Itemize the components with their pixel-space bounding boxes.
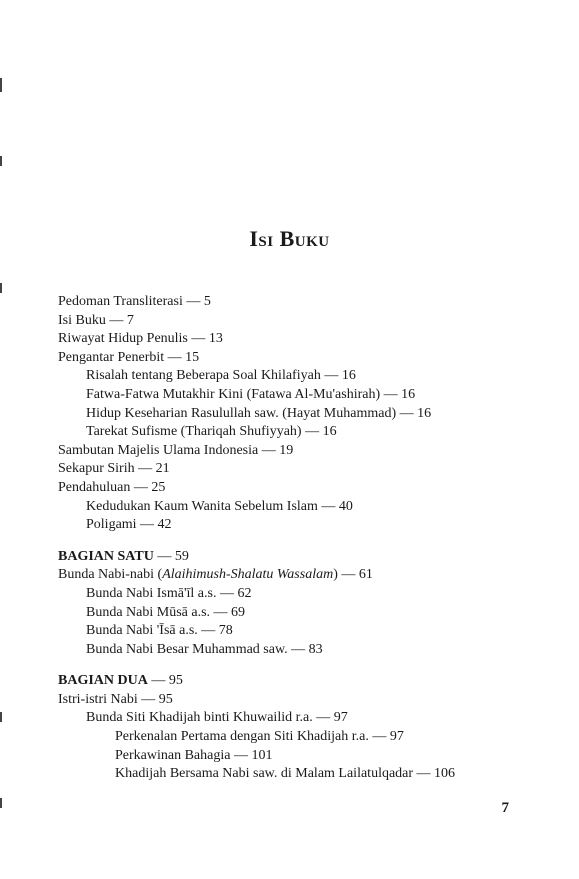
- toc-subentry[interactable]: Fatwa-Fatwa Mutakhir Kini (Fatawa Al-Mu'ashirah) — 16: [86, 386, 416, 402]
- toc-entry[interactable]: Isi Buku — 7: [58, 312, 134, 328]
- scan-edge-mark: [0, 156, 2, 166]
- toc-subentry[interactable]: Bunda Nabi Besar Muhammad saw. — 83: [86, 641, 323, 657]
- part-one-page: 59: [174, 548, 189, 564]
- part-one-heading[interactable]: [58, 548, 538, 567]
- toc-subsubentry[interactable]: Perkawinan Bahagia — 101: [115, 747, 273, 763]
- scan-edge-mark: [0, 798, 2, 808]
- toc-entry-italic: Alaihimush-Shalatu Wassalam: [162, 567, 334, 583]
- toc-subentry[interactable]: Bunda Nabi 'Īsā a.s. — 78: [86, 623, 233, 639]
- toc-subentry[interactable]: Poligami — 42: [86, 517, 172, 533]
- scan-edge-mark: [0, 712, 2, 722]
- table-of-contents: [58, 293, 538, 784]
- page-title: Isi Buku: [249, 226, 330, 251]
- toc-entry[interactable]: Sambutan Majelis Ulama Indonesia — 19: [58, 442, 294, 458]
- toc-subsubentry[interactable]: Perkenalan Pertama dengan Siti Khadijah r.a. — 97: [115, 729, 404, 745]
- toc-entry-page: ) — 61: [333, 567, 373, 583]
- toc-entry[interactable]: Sekapur Sirih — 21: [58, 461, 170, 477]
- part-two-heading[interactable]: [58, 672, 538, 691]
- toc-subentry[interactable]: Kedudukan Kaum Wanita Sebelum Islam — 40: [86, 498, 353, 514]
- toc-entry-text: Bunda Nabi-nabi (: [58, 567, 163, 583]
- part-one-separator: —: [153, 548, 175, 564]
- part-two-title: BAGIAN DUA: [58, 673, 148, 689]
- toc-subentry[interactable]: Bunda Nabi Ismā'īl a.s. — 62: [86, 585, 252, 601]
- toc-subentry[interactable]: Hidup Keseharian Rasulullah saw. (Hayat Muhammad) — 16: [86, 405, 432, 421]
- toc-entry[interactable]: Pedoman Transliterasi — 5: [58, 294, 211, 309]
- toc-subsubentry[interactable]: Khadijah Bersama Nabi saw. di Malam Lailatulqadar — 106: [115, 766, 456, 782]
- toc-subentry[interactable]: Risalah tentang Beberapa Soal Khilafiyah — 16: [86, 368, 356, 384]
- page-number: 7: [501, 800, 509, 816]
- scan-edge-mark: [0, 283, 2, 293]
- toc-entry[interactable]: Pengantar Penerbit — 15: [58, 349, 200, 365]
- toc-subentry[interactable]: Bunda Siti Khadijah binti Khuwailid r.a. — 97: [86, 710, 348, 726]
- scan-edge-mark: [0, 78, 2, 92]
- part-one-title: BAGIAN SATU: [58, 548, 154, 564]
- toc-subentry[interactable]: Bunda Nabi Mūsā a.s. — 69: [86, 604, 246, 620]
- toc-entry[interactable]: [58, 566, 538, 585]
- toc-entry[interactable]: Istri-istri Nabi — 95: [58, 691, 173, 707]
- part-two-separator: —: [147, 673, 169, 689]
- toc-subentry[interactable]: Tarekat Sufisme (Thariqah Shufiyyah) — 16: [86, 424, 337, 440]
- part-two-page: 95: [168, 673, 183, 689]
- toc-entry[interactable]: Pendahuluan — 25: [58, 479, 166, 495]
- toc-entry[interactable]: Riwayat Hidup Penulis — 13: [58, 331, 223, 347]
